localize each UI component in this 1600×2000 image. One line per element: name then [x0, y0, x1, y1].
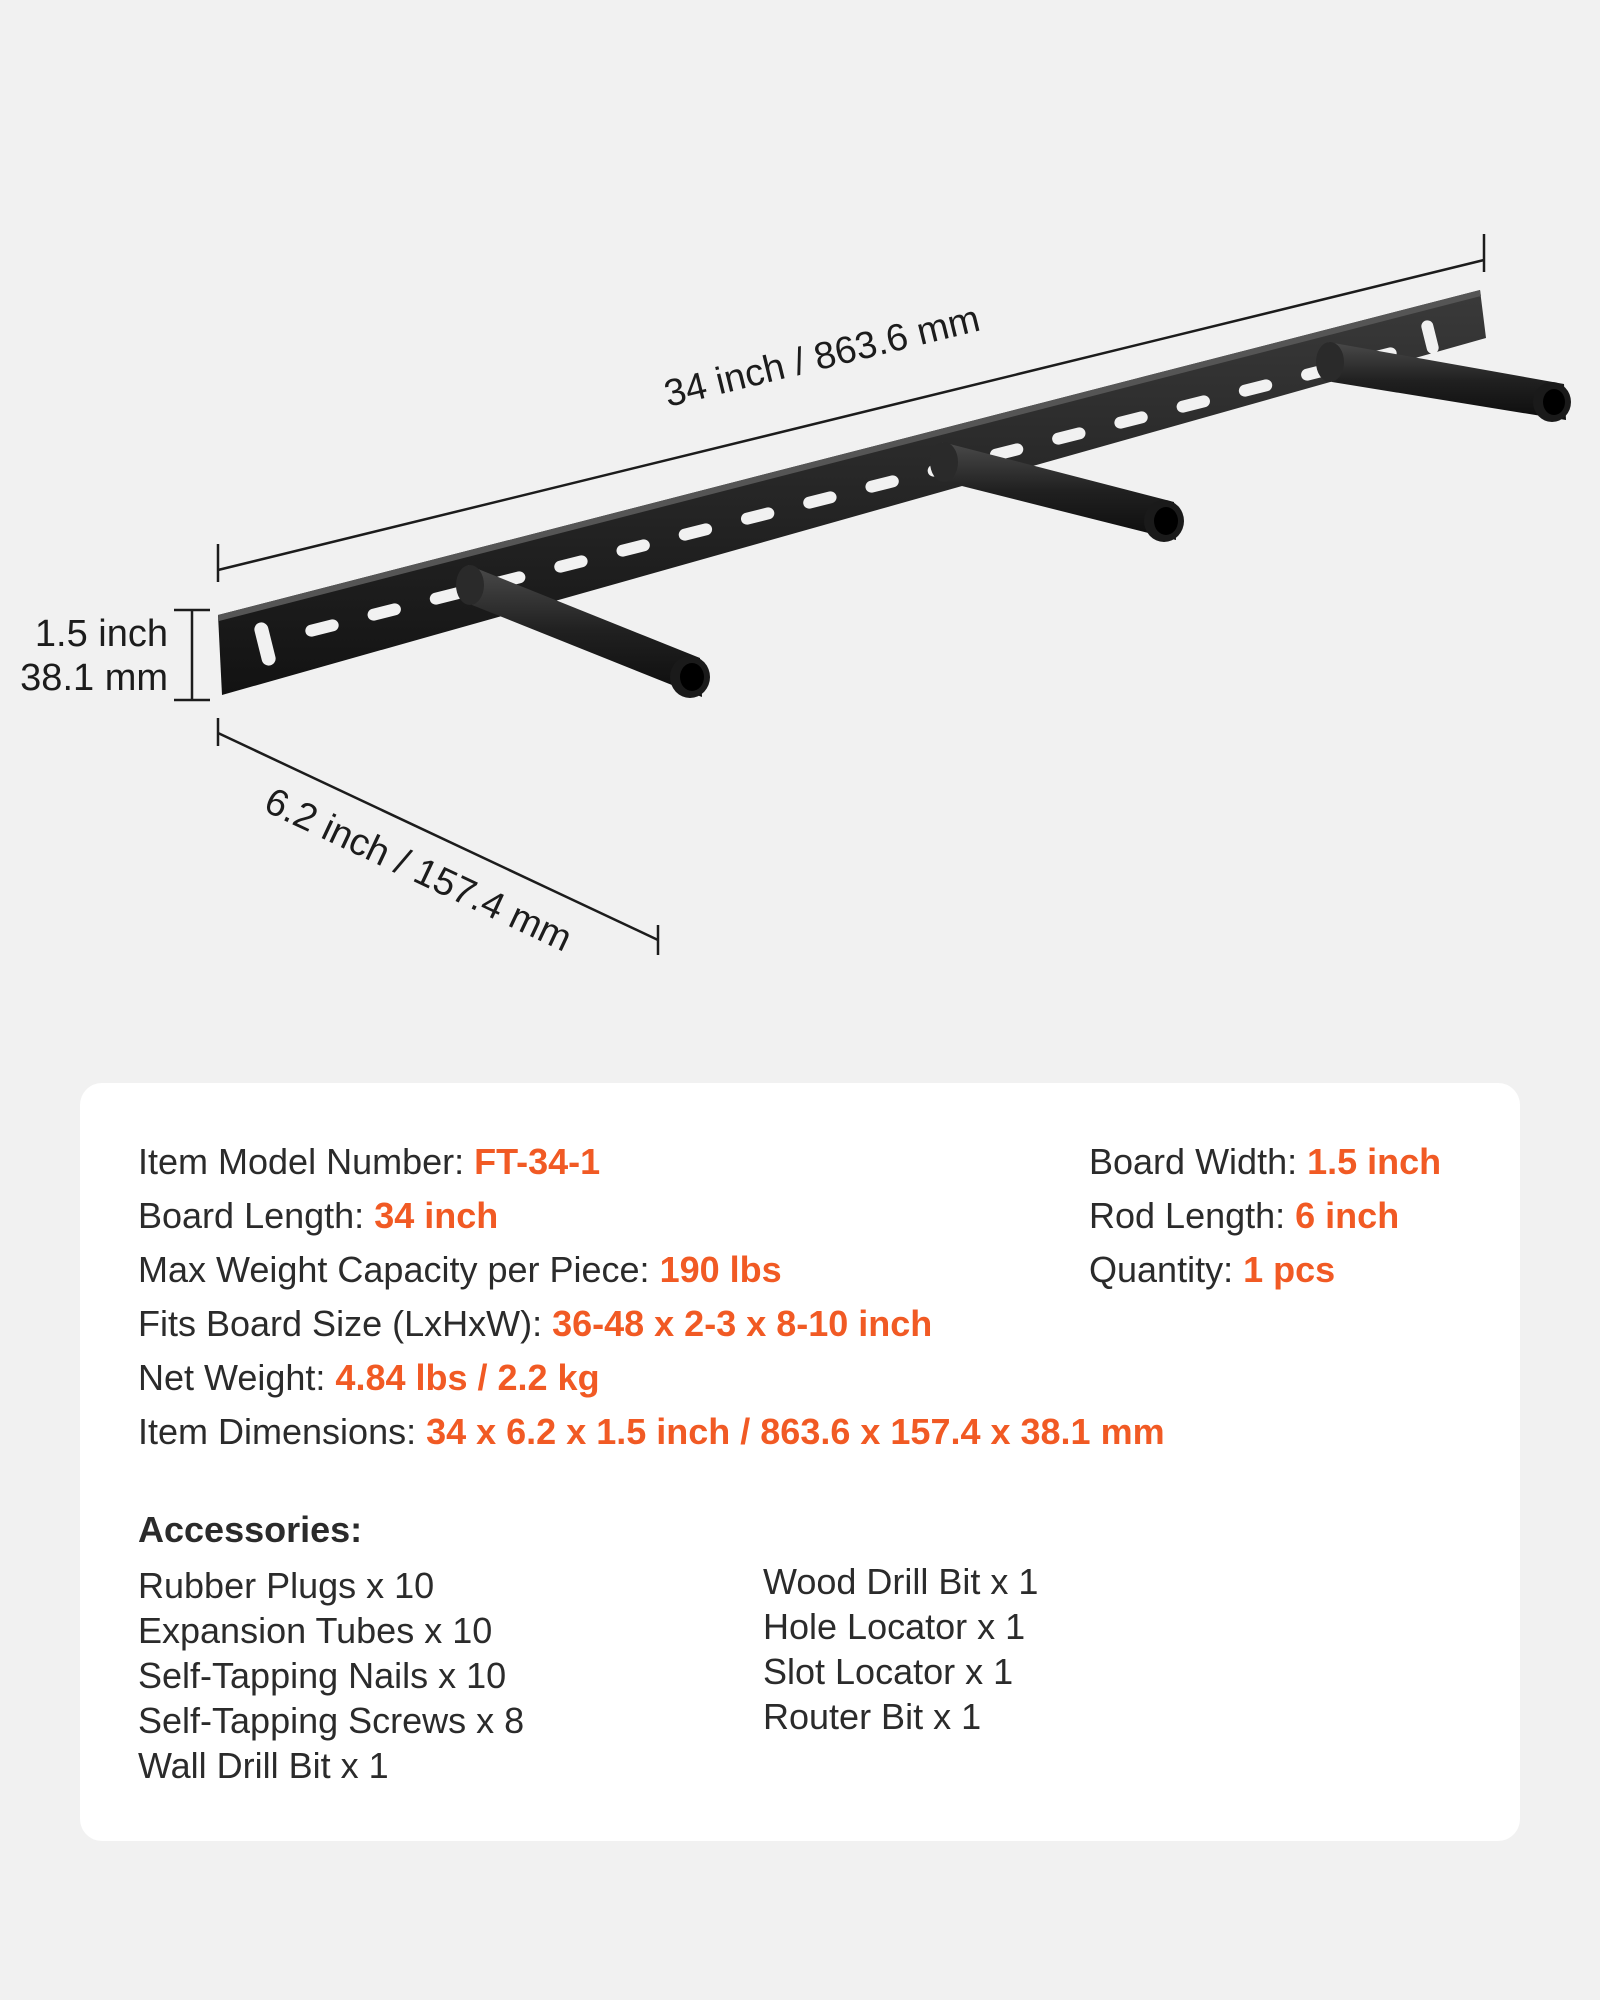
accessory-item: Expansion Tubes x 10 — [138, 1610, 493, 1651]
accessory-item: Wood Drill Bit x 1 — [763, 1561, 1039, 1602]
spec-value: 36-48 x 2-3 x 8-10 inch — [552, 1303, 933, 1344]
accessories-column-2 — [763, 1559, 1038, 1739]
specs-right — [1089, 1135, 1441, 1297]
spec-value: 190 lbs — [659, 1249, 782, 1290]
spec-row-quantity: Quantity: 1 pcs — [1089, 1249, 1336, 1290]
accessory-item: Router Bit x 1 — [763, 1696, 982, 1737]
accessory-item: Self-Tapping Nails x 10 — [138, 1655, 507, 1696]
spec-row-board-width: Board Width: 1.5 inch — [1089, 1141, 1442, 1182]
spec-row-board-length: Board Length: 34 inch — [138, 1195, 499, 1236]
accessory-item: Hole Locator x 1 — [763, 1606, 1026, 1647]
accessory-item: Self-Tapping Screws x 8 — [138, 1700, 525, 1741]
spec-value: 4.84 lbs / 2.2 kg — [335, 1357, 600, 1398]
spec-row-fits-board: Fits Board Size (LxHxW): 36-48 x 2-3 x 8-10 inch — [138, 1303, 933, 1344]
length-label: 34 inch / 863.6 mm — [660, 297, 984, 416]
height-dimension-line — [174, 610, 210, 700]
spec-row-net-weight: Net Weight: 4.84 lbs / 2.2 kg — [138, 1357, 600, 1398]
height-mm-label: 38.1 mm — [20, 657, 168, 699]
spec-row-max-weight: Max Weight Capacity per Piece: 190 lbs — [138, 1249, 782, 1290]
spec-row-rod-length: Rod Length: 6 inch — [1089, 1195, 1400, 1236]
accessories-column-1 — [138, 1563, 524, 1788]
spec-value: 1.5 inch — [1307, 1141, 1442, 1182]
depth-label: 6.2 inch / 157.4 mm — [258, 780, 579, 961]
depth-dimension-line — [218, 718, 658, 955]
spec-value: FT-34-1 — [474, 1141, 601, 1182]
spec-card — [80, 1083, 1520, 1841]
spec-value: 34 inch — [374, 1195, 499, 1236]
support-rod-right — [1316, 342, 1571, 422]
spec-value: 6 inch — [1295, 1195, 1400, 1236]
accessory-item: Wall Drill Bit x 1 — [138, 1745, 389, 1786]
length-dimension-line — [218, 234, 1484, 582]
height-inch-label: 1.5 inch — [34, 613, 168, 655]
accessories-title: Accessories: — [138, 1509, 363, 1550]
accessory-item: Rubber Plugs x 10 — [138, 1565, 435, 1606]
spec-row-item-dimensions: Item Dimensions: 34 x 6.2 x 1.5 inch / 863.6 x 157.4 x 38.1 mm — [138, 1411, 1165, 1452]
specs-left — [138, 1135, 1165, 1459]
spec-value: 34 x 6.2 x 1.5 inch / 863.6 x 157.4 x 38.1 mm — [426, 1411, 1165, 1452]
accessory-item: Slot Locator x 1 — [763, 1651, 1014, 1692]
spec-value: 1 pcs — [1243, 1249, 1336, 1290]
spec-row-model: Item Model Number: FT-34-1 — [138, 1141, 601, 1182]
